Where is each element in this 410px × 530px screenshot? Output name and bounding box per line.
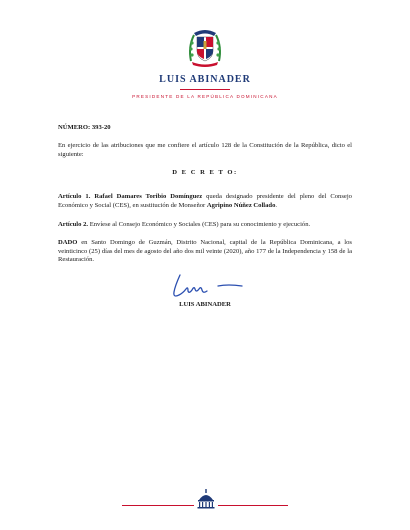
header-divider bbox=[180, 89, 230, 90]
article-1 bbox=[58, 193, 352, 210]
signature-icon bbox=[170, 272, 250, 300]
footer-line-left bbox=[122, 505, 194, 506]
replaced-name: Agripino Núñez Collado bbox=[206, 201, 276, 209]
palace-icon bbox=[196, 489, 216, 509]
article-2-text: Envíese al Consejo Económico y Sociales (CES) para su conocimiento y ejecución. bbox=[88, 221, 311, 228]
intro-paragraph: En ejercicio de las atribuciones que me confiere el artículo 128 de la Constitución de la República, dicto el siguiente: bbox=[58, 142, 352, 158]
article-2-label: Artículo 2. bbox=[58, 221, 89, 228]
article-2 bbox=[58, 221, 352, 230]
appointee-name: Rafael Damares Toribio Domínguez bbox=[94, 193, 203, 200]
article-1-end: . bbox=[275, 201, 278, 209]
coat-of-arms-icon bbox=[186, 25, 224, 67]
footer-line-right bbox=[218, 505, 288, 506]
decree-title: D E C R E T O: bbox=[172, 169, 238, 176]
header-subtitle: PRESIDENTE DE LA REPÚBLICA DOMINICANA bbox=[132, 94, 278, 99]
dado-label: DADO bbox=[58, 239, 78, 246]
article-1-text: queda designado presidente del pleno del Consejo Económico y Social (CES), en sustitución de Monseñor bbox=[58, 193, 352, 209]
signer-name: LUIS ABINADER bbox=[179, 301, 231, 308]
decree-number: NÚMERO: 393-20 bbox=[58, 124, 111, 131]
header-name: LUIS ABINADER bbox=[159, 74, 251, 85]
article-1-label: Artículo 1. bbox=[58, 193, 91, 200]
dado-paragraph bbox=[58, 239, 352, 265]
dado-text: en Santo Domingo de Guzmán, Distrito Nacional, capital de la República Dominicana, a los veinticinco (25) días del mes de agosto del año dos mil veinte (2020), año 177 de la Independencia y 158 de la Restauración. bbox=[58, 239, 352, 264]
